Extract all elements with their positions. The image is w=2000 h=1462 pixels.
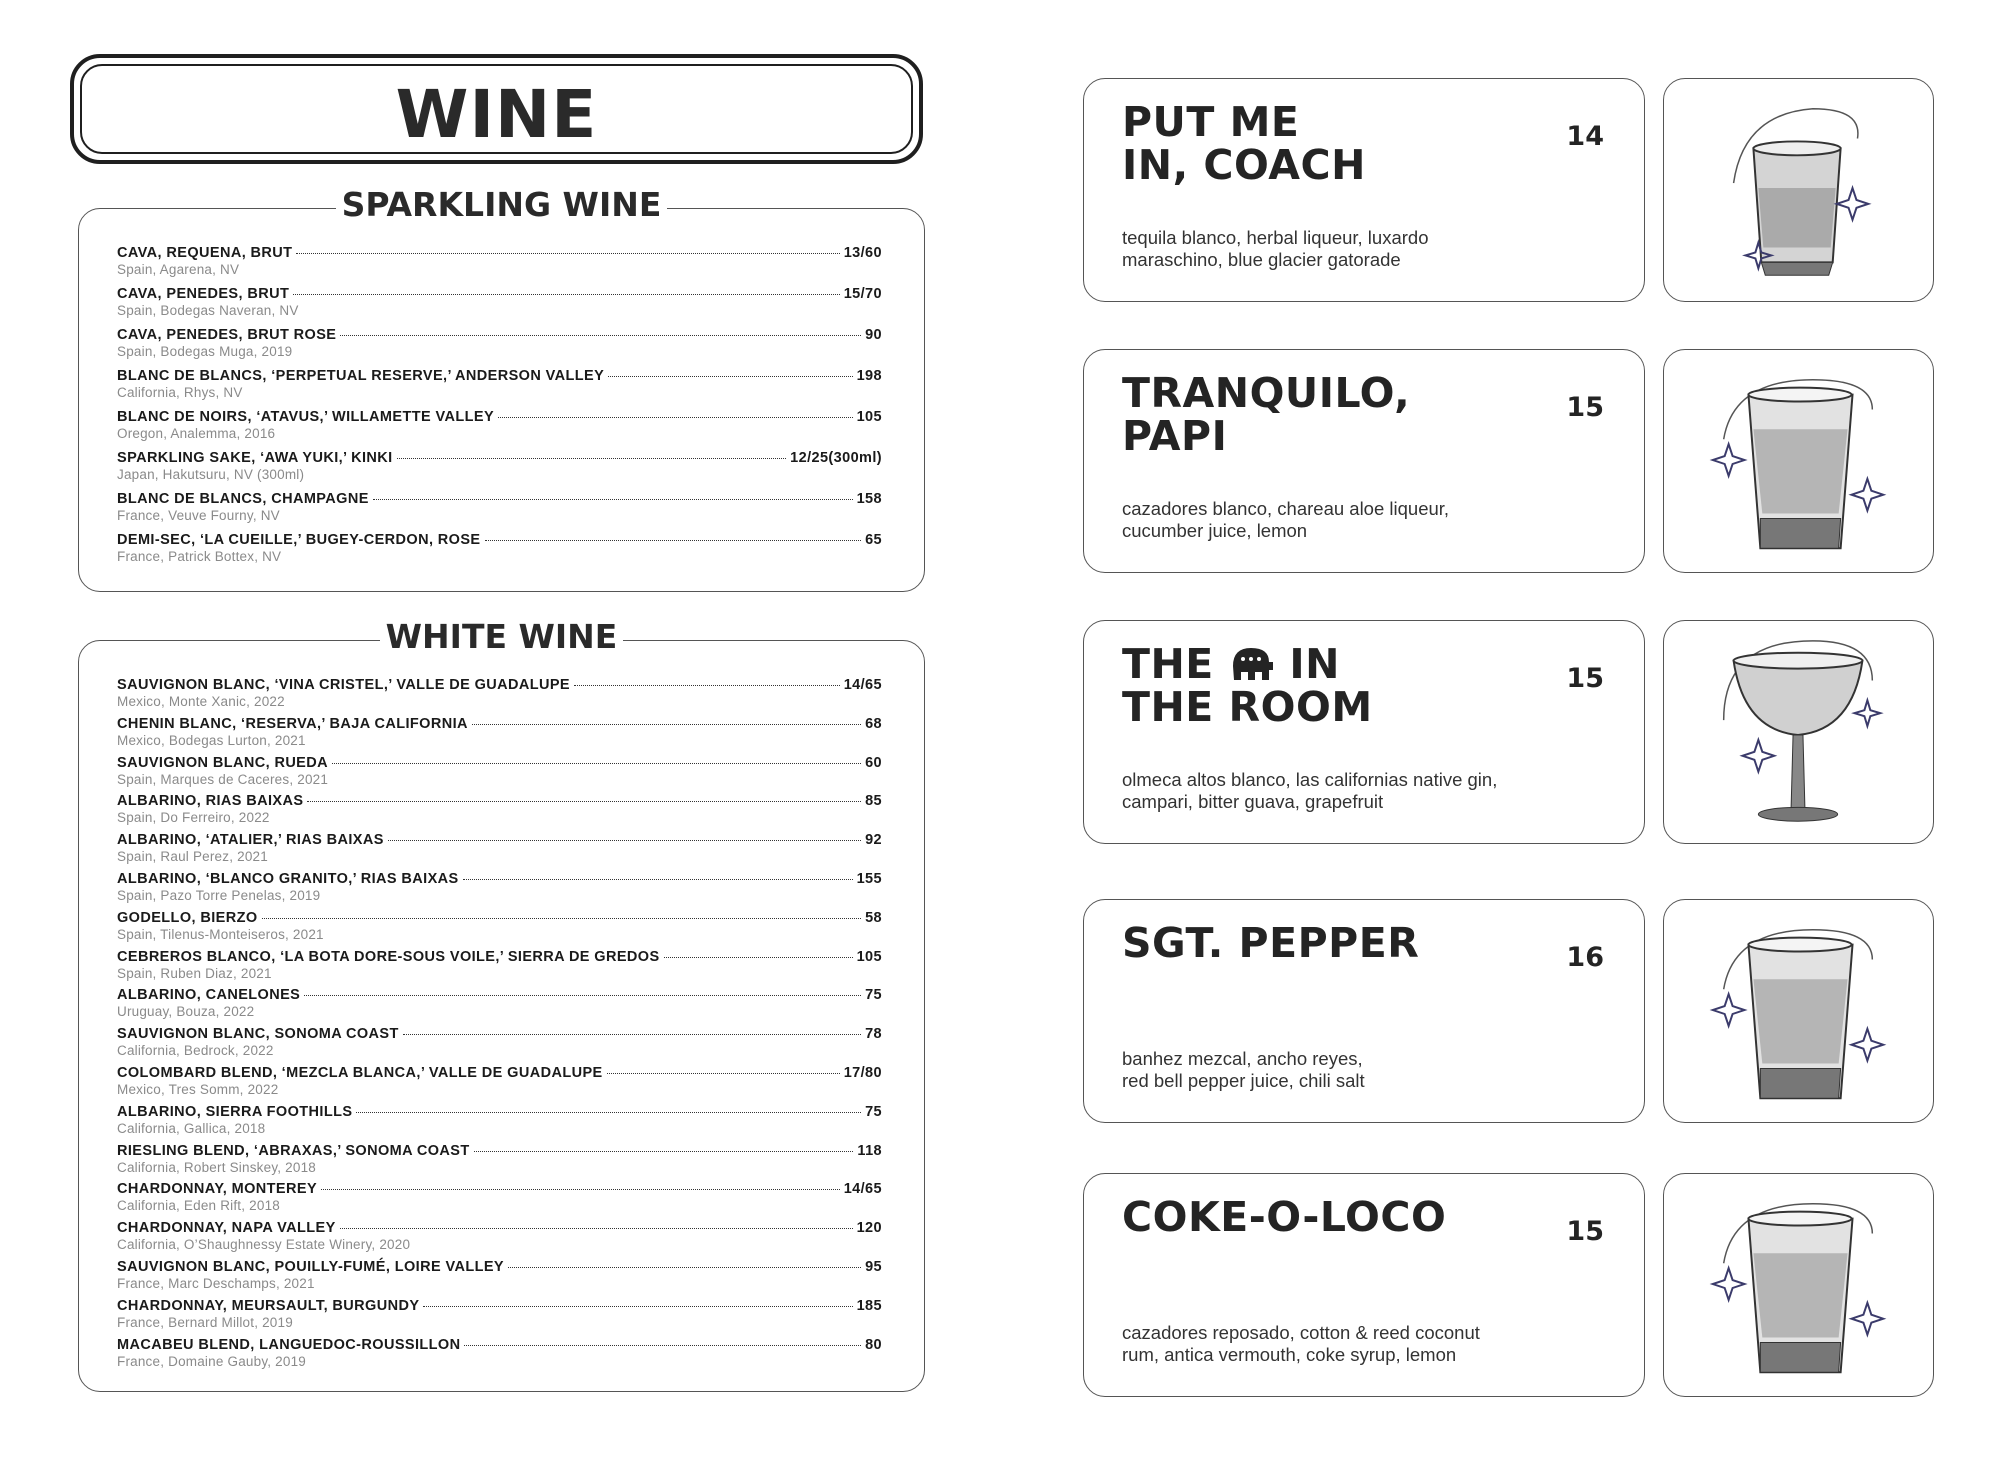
wine-list-item [117, 286, 882, 327]
cocktail-price: 16 [1566, 942, 1604, 973]
wine-origin: Spain, Marques de Caceres, 2021 [117, 771, 329, 787]
cocktail-image-card [1663, 78, 1934, 302]
cocktail-image-card [1663, 620, 1934, 844]
wine-list-item [117, 1143, 882, 1182]
wine-price: 75 [865, 1103, 882, 1120]
cocktail-price: 15 [1566, 1216, 1604, 1247]
wine-origin: Uruguay, Bouza, 2022 [117, 1004, 255, 1020]
cocktail-image-card [1663, 899, 1934, 1123]
cocktail-description: banhez mezcal, ancho reyes, red bell pepper juice, chili salt [1122, 1048, 1365, 1091]
white-wine-list [117, 677, 882, 1375]
wine-price: 14/65 [843, 677, 882, 693]
cocktail-name: COKE-O-LOCO [1122, 1193, 1447, 1241]
wine-name: ALBARINO, CANELONES [117, 987, 301, 1004]
wine-name: CAVA, PENEDES, BRUT ROSE [117, 327, 337, 343]
wine-price: 120 [856, 1220, 882, 1237]
cocktail-name: THE IN THE ROOM [1122, 640, 1373, 731]
wine-list-item [117, 1104, 882, 1143]
wine-price: 155 [856, 870, 882, 887]
cocktail-name: TRANQUILO, PAPI [1122, 369, 1411, 460]
wine-price: 185 [856, 1297, 882, 1314]
wine-list-item [117, 532, 882, 573]
wine-price: 158 [856, 491, 882, 507]
wine-price: 14/65 [843, 1181, 882, 1198]
wine-name: DEMI-SEC, ‘LA CUEILLE,’ BUGEY-CERDON, ROSE [117, 532, 481, 548]
wine-name: RIESLING BLEND, ‘ABRAXAS,’ SONOMA COAST [117, 1142, 470, 1159]
sparkling-wine-section [78, 185, 925, 592]
wine-list-item [117, 491, 882, 532]
wine-name: ALBARINO, SIERRA FOOTHILLS [117, 1103, 353, 1120]
wine-origin: Spain, Raul Perez, 2021 [117, 849, 268, 865]
wine-price: 12/25(300ml) [790, 450, 882, 466]
wine-origin: Spain, Pazo Torre Penelas, 2019 [117, 887, 321, 903]
wine-price: 58 [865, 909, 882, 926]
wine-origin: Mexico, Bodegas Lurton, 2021 [117, 732, 306, 748]
wine-list-item [117, 1026, 882, 1065]
dot-leader [607, 1073, 840, 1074]
wine-list-item [117, 677, 882, 716]
wine-origin: France, Bernard Millot, 2019 [117, 1314, 293, 1330]
wine-price: 118 [857, 1142, 882, 1159]
dot-leader [508, 1267, 861, 1268]
wine-list-item [117, 1337, 882, 1376]
wine-list-item [117, 1298, 882, 1337]
wine-list-item [117, 871, 882, 910]
cocktail-card [1083, 620, 1645, 844]
wine-list-item [117, 450, 882, 491]
wine-origin: California, Gallica, 2018 [117, 1120, 266, 1136]
section-title-white: WHITE WINE [380, 617, 624, 656]
wine-price: 198 [856, 368, 882, 384]
coupe-glass-icon [1664, 621, 1933, 843]
wine-origin: California, Bedrock, 2022 [117, 1043, 274, 1059]
wine-origin: Spain, Tilenus-Monteiseros, 2021 [117, 926, 324, 942]
wine-name: CAVA, REQUENA, BRUT [117, 245, 293, 261]
dot-leader [293, 294, 839, 295]
wine-list-item [117, 755, 882, 794]
dot-leader [373, 499, 853, 500]
cocktail-card [1083, 899, 1645, 1123]
wine-price: 92 [865, 832, 882, 849]
wine-name: SAUVIGNON BLANC, SONOMA COAST [117, 1026, 399, 1043]
wine-name: MACABEU BLEND, LANGUEDOC-ROUSSILLON [117, 1336, 461, 1353]
cocktail-name: SGT. PEPPER [1122, 919, 1420, 967]
dot-leader [321, 1189, 840, 1190]
cocktail-description: cazadores blanco, chareau aloe liqueur, cucumber juice, lemon [1122, 498, 1450, 541]
dot-leader [356, 1112, 861, 1113]
highball-glass-icon [1664, 350, 1933, 572]
cocktail-image-card [1663, 1173, 1934, 1397]
sparkling-wine-list [117, 245, 882, 573]
wine-origin: Spain, Agarena, NV [117, 262, 240, 277]
cocktail-card [1083, 1173, 1645, 1397]
wine-list-item [117, 832, 882, 871]
dot-leader [485, 540, 862, 541]
wine-origin: Mexico, Tres Somm, 2022 [117, 1081, 279, 1097]
dot-leader [403, 1034, 861, 1035]
section-title-sparkling: SPARKLING WINE [336, 185, 668, 224]
wine-origin: California, Rhys, NV [117, 385, 243, 400]
wine-name: CHENIN BLANC, ‘RESERVA,’ BAJA CALIFORNIA [117, 715, 468, 732]
wine-name: ALBARINO, ‘ATALIER,’ RIAS BAIXAS [117, 832, 384, 849]
wine-origin: France, Domaine Gauby, 2019 [117, 1353, 307, 1369]
cocktail-name: PUT ME IN, COACH [1122, 98, 1366, 189]
page-title: WINE [395, 76, 598, 153]
wine-list-item [117, 409, 882, 450]
wine-origin: Spain, Bodegas Muga, 2019 [117, 344, 293, 359]
wine-name: CHARDONNAY, MONTEREY [117, 1181, 318, 1198]
wine-list-item [117, 987, 882, 1026]
wine-list-item [117, 949, 882, 988]
dot-leader [332, 763, 861, 764]
wine-name: COLOMBARD BLEND, ‘MEZCLA BLANCA,’ VALLE DE GUADALUPE [117, 1064, 603, 1081]
cocktail-description: olmeca altos blanco, las californias native gin, campari, bitter guava, grapefruit [1122, 769, 1498, 812]
wine-name: CAVA, PENEDES, BRUT [117, 286, 290, 302]
wine-origin: France, Patrick Bottex, NV [117, 549, 282, 564]
wine-title-box [70, 54, 923, 164]
wine-name: SAUVIGNON BLANC, POUILLY-FUMÉ, LOIRE VALLEY [117, 1258, 504, 1275]
wine-name: SAUVIGNON BLANC, ‘VINA CRISTEL,’ VALLE DE GUADALUPE [117, 677, 571, 693]
wine-name: SPARKLING SAKE, ‘AWA YUKI,’ KINKI [117, 450, 393, 466]
dot-leader [498, 417, 853, 418]
wine-list-item [117, 716, 882, 755]
cocktail-description: tequila blanco, herbal liqueur, luxardo maraschino, blue glacier gatorade [1122, 227, 1429, 270]
wine-list-item [117, 910, 882, 949]
dot-leader [262, 918, 862, 919]
wine-name: BLANC DE NOIRS, ‘ATAVUS,’ WILLAMETTE VALLEY [117, 409, 495, 425]
wine-list-item [117, 327, 882, 368]
wine-list-item [117, 1259, 882, 1298]
wine-price: 85 [865, 793, 882, 810]
dot-leader [464, 1345, 861, 1346]
wine-origin: Spain, Bodegas Naveran, NV [117, 303, 299, 318]
cocktail-price: 15 [1566, 392, 1604, 423]
cocktail-image-card [1663, 349, 1934, 573]
dot-leader [388, 840, 861, 841]
wine-origin: France, Veuve Fourny, NV [117, 508, 280, 523]
wine-list-item [117, 1220, 882, 1259]
dot-leader [340, 335, 861, 336]
rocks-glass-icon [1664, 79, 1933, 301]
wine-name: GODELLO, BIERZO [117, 909, 258, 926]
wine-price: 15/70 [843, 286, 882, 302]
wine-price: 105 [856, 948, 882, 965]
dot-leader [397, 458, 787, 459]
cocktail-card [1083, 349, 1645, 573]
wine-price: 13/60 [843, 245, 882, 261]
wine-price: 68 [865, 715, 882, 732]
dot-leader [472, 724, 861, 725]
wine-price: 95 [865, 1258, 882, 1275]
wine-price: 105 [856, 409, 882, 425]
dot-leader [340, 1228, 853, 1229]
dot-leader [296, 253, 839, 254]
wine-price: 90 [865, 327, 882, 343]
wine-list-item [117, 793, 882, 832]
wine-name: ALBARINO, RIAS BAIXAS [117, 793, 304, 810]
wine-price: 75 [865, 987, 882, 1004]
wine-price: 78 [865, 1026, 882, 1043]
wine-origin: Japan, Hakutsuru, NV (300ml) [117, 467, 305, 482]
dot-leader [423, 1306, 852, 1307]
dot-leader [304, 995, 861, 996]
wine-name: CHARDONNAY, MEURSAULT, BURGUNDY [117, 1297, 420, 1314]
cocktail-card [1083, 78, 1645, 302]
highball-glass-icon [1664, 1174, 1933, 1396]
wine-name: CHARDONNAY, NAPA VALLEY [117, 1220, 336, 1237]
wine-name: BLANC DE BLANCS, ‘PERPETUAL RESERVE,’ ANDERSON VALLEY [117, 368, 605, 384]
dot-leader [608, 376, 852, 377]
wine-name: CEBREROS BLANCO, ‘LA BOTA DORE-SOUS VOILE,’ SIERRA DE GREDOS [117, 948, 660, 965]
wine-list-item [117, 1065, 882, 1104]
wine-list-item [117, 368, 882, 409]
wine-origin: Mexico, Monte Xanic, 2022 [117, 694, 285, 709]
dot-leader [474, 1151, 854, 1152]
wine-origin: California, O’Shaughnessy Estate Winery, 2020 [117, 1237, 411, 1253]
wine-origin: California, Eden Rift, 2018 [117, 1198, 280, 1214]
wine-price: 17/80 [843, 1064, 882, 1081]
dot-leader [664, 957, 853, 958]
wine-price: 65 [865, 532, 882, 548]
dot-leader [307, 801, 861, 802]
wine-price: 80 [865, 1336, 882, 1353]
wine-origin: Spain, Do Ferreiro, 2022 [117, 810, 270, 826]
cocktail-description: cazadores reposado, cotton & reed coconut rum, antica vermouth, coke syrup, lemon [1122, 1322, 1480, 1365]
wine-origin: Oregon, Analemma, 2016 [117, 426, 276, 441]
cocktail-price: 14 [1566, 121, 1604, 152]
dot-leader [463, 879, 853, 880]
cocktail-price: 15 [1566, 663, 1604, 694]
wine-origin: California, Robert Sinskey, 2018 [117, 1159, 316, 1175]
wine-name: BLANC DE BLANCS, CHAMPAGNE [117, 491, 369, 507]
white-wine-section [78, 617, 925, 1392]
wine-list-item [117, 245, 882, 286]
dot-leader [574, 685, 840, 686]
wine-origin: France, Marc Deschamps, 2021 [117, 1275, 315, 1291]
wine-name: ALBARINO, ‘BLANCO GRANITO,’ RIAS BAIXAS [117, 870, 459, 887]
wine-origin: Spain, Ruben Diaz, 2021 [117, 965, 272, 981]
elephant-icon [1229, 644, 1275, 684]
wine-price: 60 [865, 754, 882, 771]
highball-glass-icon [1664, 900, 1933, 1122]
wine-list-item [117, 1181, 882, 1220]
wine-name: SAUVIGNON BLANC, RUEDA [117, 754, 328, 771]
